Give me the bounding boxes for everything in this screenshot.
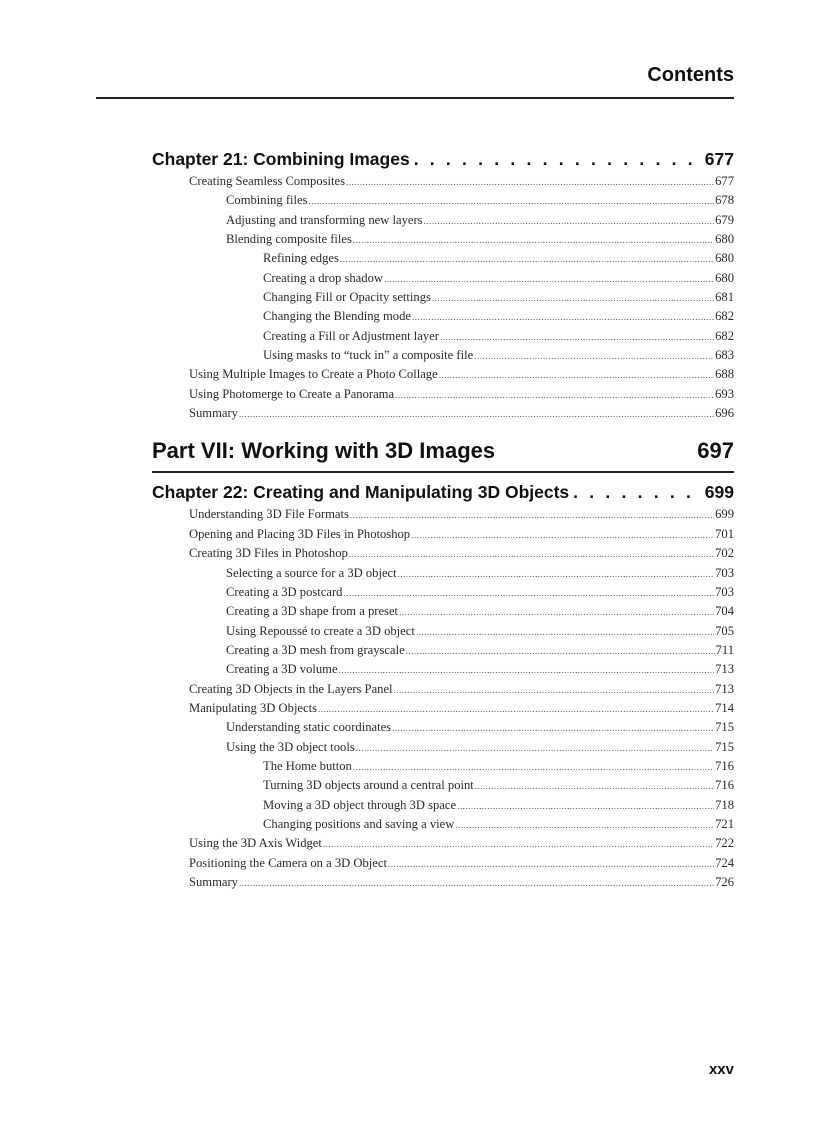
entry-page: 696 <box>715 406 734 421</box>
leader-dots <box>339 661 715 680</box>
entry-page: 679 <box>715 212 734 227</box>
entry-text: Understanding static coordinates <box>226 720 392 735</box>
part-title: Part VII: Working with 3D Images <box>152 438 496 464</box>
entry-page: 703 <box>715 584 734 599</box>
toc-entry[interactable] <box>152 660 734 679</box>
entry-text: Creating Seamless Composites <box>189 174 346 188</box>
chapter-page: 699 <box>704 482 734 503</box>
leader-dots <box>239 405 714 424</box>
entry-text: Combining files <box>226 193 308 208</box>
toc-entry[interactable] <box>152 211 734 230</box>
leader-dots <box>399 603 714 622</box>
toc-entry[interactable] <box>152 346 734 365</box>
entry-text: Using masks to “tuck in” a composite file <box>263 348 474 363</box>
leader-dots <box>424 212 715 231</box>
entry-page: 724 <box>715 855 734 870</box>
entry-text: The Home button <box>263 758 352 773</box>
leader-dots <box>356 739 714 758</box>
entry-text: Creating a 3D volume <box>226 662 338 677</box>
entry-text: Creating a Fill or Adjustment layer <box>263 328 439 343</box>
toc-entry[interactable] <box>152 288 734 307</box>
entry-page: 705 <box>715 623 734 638</box>
leader-dots <box>388 855 714 874</box>
entry-page: 677 <box>715 174 734 188</box>
entry-page: 683 <box>715 348 734 363</box>
leader-dots <box>394 681 715 700</box>
toc-entry[interactable] <box>152 873 734 892</box>
toc-entry[interactable] <box>152 564 734 583</box>
entry-page: 680 <box>715 270 734 285</box>
part-page: 697 <box>697 438 734 464</box>
entry-text: Creating 3D Files in Photoshop <box>189 546 348 561</box>
toc-entry[interactable] <box>152 854 734 873</box>
entry-text: Creating a drop shadow <box>263 270 383 285</box>
entry-text: Refining edges <box>263 251 339 266</box>
entry-page: 721 <box>715 816 734 831</box>
table-of-contents <box>152 146 734 892</box>
leader-dots <box>414 146 701 172</box>
leader-dots <box>350 506 714 525</box>
entry-page: 678 <box>715 193 734 208</box>
part-heading[interactable] <box>152 435 734 473</box>
entry-text: Blending composite files <box>226 232 352 247</box>
leader-dots <box>474 347 714 366</box>
entry-text: Using Multiple Images to Create a Photo Collage <box>189 367 438 382</box>
leader-dots <box>432 289 714 308</box>
leader-dots <box>323 835 714 854</box>
chapter-title: Chapter 21: Combining Images <box>152 149 410 169</box>
toc-entry[interactable] <box>152 404 734 423</box>
leader-dots <box>384 270 714 289</box>
entry-page: 716 <box>715 778 734 793</box>
toc-entry[interactable] <box>152 172 734 191</box>
leader-dots <box>239 874 714 893</box>
page-number: xxv <box>708 1061 734 1078</box>
entry-text: Manipulating 3D Objects <box>189 700 318 715</box>
entry-page: 702 <box>715 546 734 561</box>
entry-page: 699 <box>715 507 734 522</box>
leader-dots <box>395 386 714 405</box>
leader-dots <box>411 526 714 545</box>
header-rule <box>96 97 734 99</box>
leader-dots <box>340 250 714 269</box>
leader-dots <box>416 623 714 642</box>
leader-dots <box>440 328 714 347</box>
toc-entry[interactable] <box>152 699 734 718</box>
leader-dots <box>343 584 714 603</box>
toc-entry[interactable] <box>152 269 734 288</box>
toc-entry[interactable] <box>152 191 734 210</box>
leader-dots <box>353 758 714 777</box>
entry-page: 693 <box>715 386 734 401</box>
toc-entry[interactable] <box>152 365 734 384</box>
entry-page: 726 <box>715 875 734 889</box>
entry-page: 713 <box>715 681 734 696</box>
entry-page: 701 <box>715 526 734 541</box>
toc-entry[interactable] <box>152 757 734 776</box>
leader-dots <box>346 173 714 192</box>
chapter-heading[interactable] <box>152 146 734 172</box>
entry-page: 688 <box>715 367 734 382</box>
leader-dots <box>573 479 701 505</box>
toc-entry[interactable] <box>152 505 734 524</box>
toc-entry[interactable] <box>152 834 734 853</box>
leader-dots <box>398 565 714 584</box>
entry-text: Changing the Blending mode <box>263 309 411 324</box>
entry-page: 704 <box>715 604 734 619</box>
leader-dots <box>309 192 715 211</box>
entry-text: Creating a 3D mesh from grayscale <box>226 642 405 657</box>
toc-entry[interactable] <box>152 544 734 563</box>
toc-entry[interactable] <box>152 622 734 641</box>
entry-page: 681 <box>715 290 734 305</box>
entry-text: Using Repoussé to create a 3D object <box>226 623 415 638</box>
entry-text: Changing Fill or Opacity settings <box>263 290 431 305</box>
chapter-page: 677 <box>704 149 734 169</box>
toc-entry[interactable] <box>152 641 734 660</box>
leader-dots <box>412 308 714 327</box>
entry-text: Turning 3D objects around a central point <box>263 778 474 793</box>
entry-page: 718 <box>715 797 734 812</box>
entry-text: Using Photomerge to Create a Panorama <box>189 386 395 401</box>
entry-page: 715 <box>715 720 734 735</box>
entry-text: Summary <box>189 406 238 421</box>
toc-entry[interactable] <box>152 583 734 602</box>
entry-text: Using the 3D object tools <box>226 739 355 754</box>
leader-dots <box>455 816 714 835</box>
entry-text: Creating a 3D shape from a preset <box>226 604 399 619</box>
running-head-title: Contents <box>647 64 734 86</box>
entry-text: Summary <box>189 875 238 889</box>
toc-entry[interactable] <box>152 249 734 268</box>
entry-page: 680 <box>715 251 734 266</box>
entry-page: 714 <box>715 700 734 715</box>
toc-entry[interactable] <box>152 602 734 621</box>
leader-dots <box>392 719 714 738</box>
leader-dots <box>353 231 714 250</box>
toc-entry[interactable] <box>152 680 734 699</box>
entry-page: 716 <box>715 758 734 773</box>
toc-entry[interactable] <box>152 815 734 834</box>
entry-page: 703 <box>715 565 734 580</box>
entry-text: Selecting a source for a 3D object <box>226 565 397 580</box>
entry-text: Understanding 3D File Formats <box>189 507 349 522</box>
entry-text: Changing positions and saving a view <box>263 816 455 831</box>
entry-page: 682 <box>715 309 734 324</box>
leader-dots <box>475 777 714 796</box>
toc-entry[interactable] <box>152 776 734 795</box>
chapter-title: Chapter 22: Creating and Manipulating 3D Objects <box>152 482 570 503</box>
leader-dots <box>457 797 714 816</box>
toc-entry[interactable] <box>152 738 734 757</box>
toc-entry[interactable] <box>152 327 734 346</box>
entry-text: Creating a 3D postcard <box>226 584 343 599</box>
leader-dots <box>349 545 714 564</box>
entry-page: 711 <box>715 642 734 657</box>
leader-dots <box>318 700 714 719</box>
leader-dots <box>439 366 714 385</box>
entry-page: 722 <box>715 836 734 851</box>
toc-entry[interactable] <box>152 718 734 737</box>
toc-entry[interactable] <box>152 307 734 326</box>
entry-text: Positioning the Camera on a 3D Object <box>189 855 387 870</box>
entry-text: Adjusting and transforming new layers <box>226 212 423 227</box>
entry-text: Opening and Placing 3D Files in Photoshop <box>189 526 411 541</box>
entry-page: 713 <box>715 662 734 677</box>
entry-page: 680 <box>715 232 734 247</box>
chapter-heading[interactable] <box>152 479 734 505</box>
entry-text: Moving a 3D object through 3D space <box>263 797 457 812</box>
toc-entry[interactable] <box>152 796 734 815</box>
entry-text: Creating 3D Objects in the Layers Panel <box>189 681 393 696</box>
entry-page: 682 <box>715 328 734 343</box>
toc-entry[interactable] <box>152 385 734 404</box>
toc-entry[interactable] <box>152 230 734 249</box>
leader-dots <box>406 642 715 661</box>
entry-text: Using the 3D Axis Widget <box>189 836 322 851</box>
entry-page: 715 <box>715 739 734 754</box>
toc-entry[interactable] <box>152 525 734 544</box>
